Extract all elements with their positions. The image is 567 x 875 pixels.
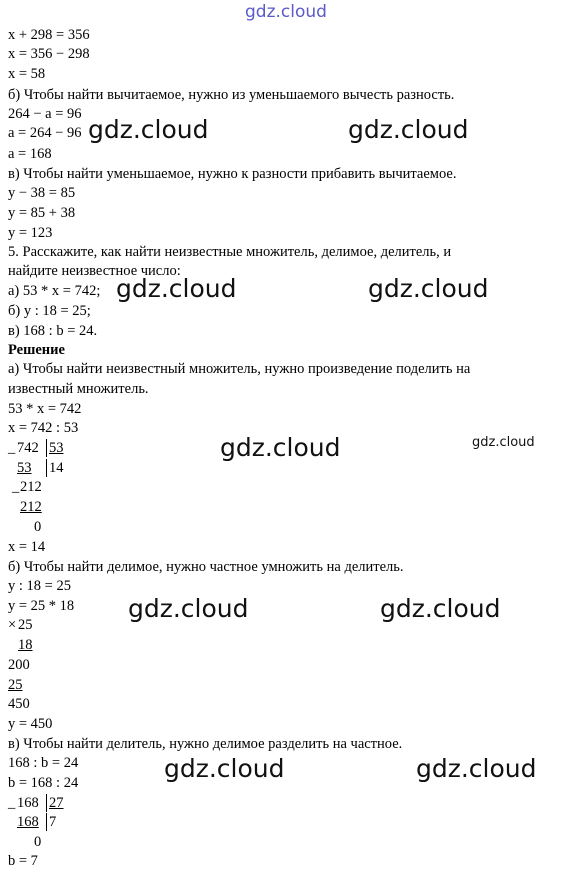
rule-text: в) Чтобы найти уменьшаемое, нужно к разности прибавить вычитаемое. [8,166,457,182]
equation-line: 264 − a = 96 [8,106,82,122]
watermark: gdz.cloud [348,115,469,144]
watermark: gdz.cloud [472,435,535,450]
watermark: gdz.cloud [164,754,285,783]
subtrahend: 53 [17,460,32,476]
remainder: 212 [20,479,42,495]
minus-sign: _ [8,440,16,456]
equation-line: a = 264 − 96 [8,125,82,141]
equation-line: x + 298 = 356 [8,27,90,43]
divisor: 27 [46,794,64,812]
equation-line: y = 25 * 18 [8,598,75,614]
quotient: 7 [46,813,56,831]
task-item: а) 53 * x = 742; [8,283,101,299]
equation-line: x = 356 − 298 [8,46,90,62]
equation-line: b = 7 [8,853,38,869]
equation-line: x = 14 [8,539,46,555]
watermark: gdz.cloud [88,115,209,144]
minus-sign: _ [8,795,16,811]
rule-text: известный множитель. [8,381,149,397]
multiplicand: 25 [18,617,33,633]
minus-sign: _ [12,479,20,495]
rule-text: в) Чтобы найти делитель, нужно делимое разделить на частное. [8,736,403,752]
watermark: gdz.cloud [380,594,501,623]
quotient: 14 [46,459,64,477]
task-text: найдите неизвестное число: [8,263,181,279]
multiply-sign: × [8,617,17,633]
dividend: 742 [17,440,39,456]
watermark: gdz.cloud [416,754,537,783]
task-item: б) y : 18 = 25; [8,303,91,319]
equation-line: 53 * x = 742 [8,401,82,417]
watermark: gdz.cloud [128,594,249,623]
equation-line: y = 123 [8,225,53,241]
equation-line: y = 450 [8,716,53,732]
watermark: gdz.cloud [116,274,237,303]
partial-product: 25 [8,677,23,693]
subtrahend: 212 [20,499,42,515]
multiplier: 18 [18,637,33,653]
watermark: gdz.cloud [220,433,341,462]
dividend: 168 [17,795,39,811]
watermark: gdz.cloud [368,274,489,303]
equation-line: a = 168 [8,146,52,162]
equation-line: x = 58 [8,66,46,82]
rule-text: б) Чтобы найти делимое, нужно частное умножить на делитель. [8,559,404,575]
watermark-top: gdz.cloud [245,2,327,22]
subtrahend: 168 [17,814,39,830]
divisor: 53 [46,439,64,457]
rule-text: б) Чтобы найти вычитаемое, нужно из уменьшаемого вычесть разность. [8,87,455,103]
remainder: 0 [34,519,42,535]
task-text: 5. Расскажите, как найти неизвестные множитель, делимое, делитель, и [8,244,452,260]
equation-line: 168 : b = 24 [8,755,79,771]
solution-heading: Решение [8,342,65,358]
equation-line: y − 38 = 85 [8,185,76,201]
equation-line: y : 18 = 25 [8,578,71,594]
product: 450 [8,696,30,712]
partial-product: 200 [8,657,30,673]
equation-line: x = 742 : 53 [8,420,79,436]
task-item: в) 168 : b = 24. [8,323,98,339]
remainder: 0 [34,834,42,850]
rule-text: а) Чтобы найти неизвестный множитель, нужно произведение поделить на [8,361,471,377]
equation-line: b = 168 : 24 [8,775,79,791]
equation-line: y = 85 + 38 [8,205,76,221]
